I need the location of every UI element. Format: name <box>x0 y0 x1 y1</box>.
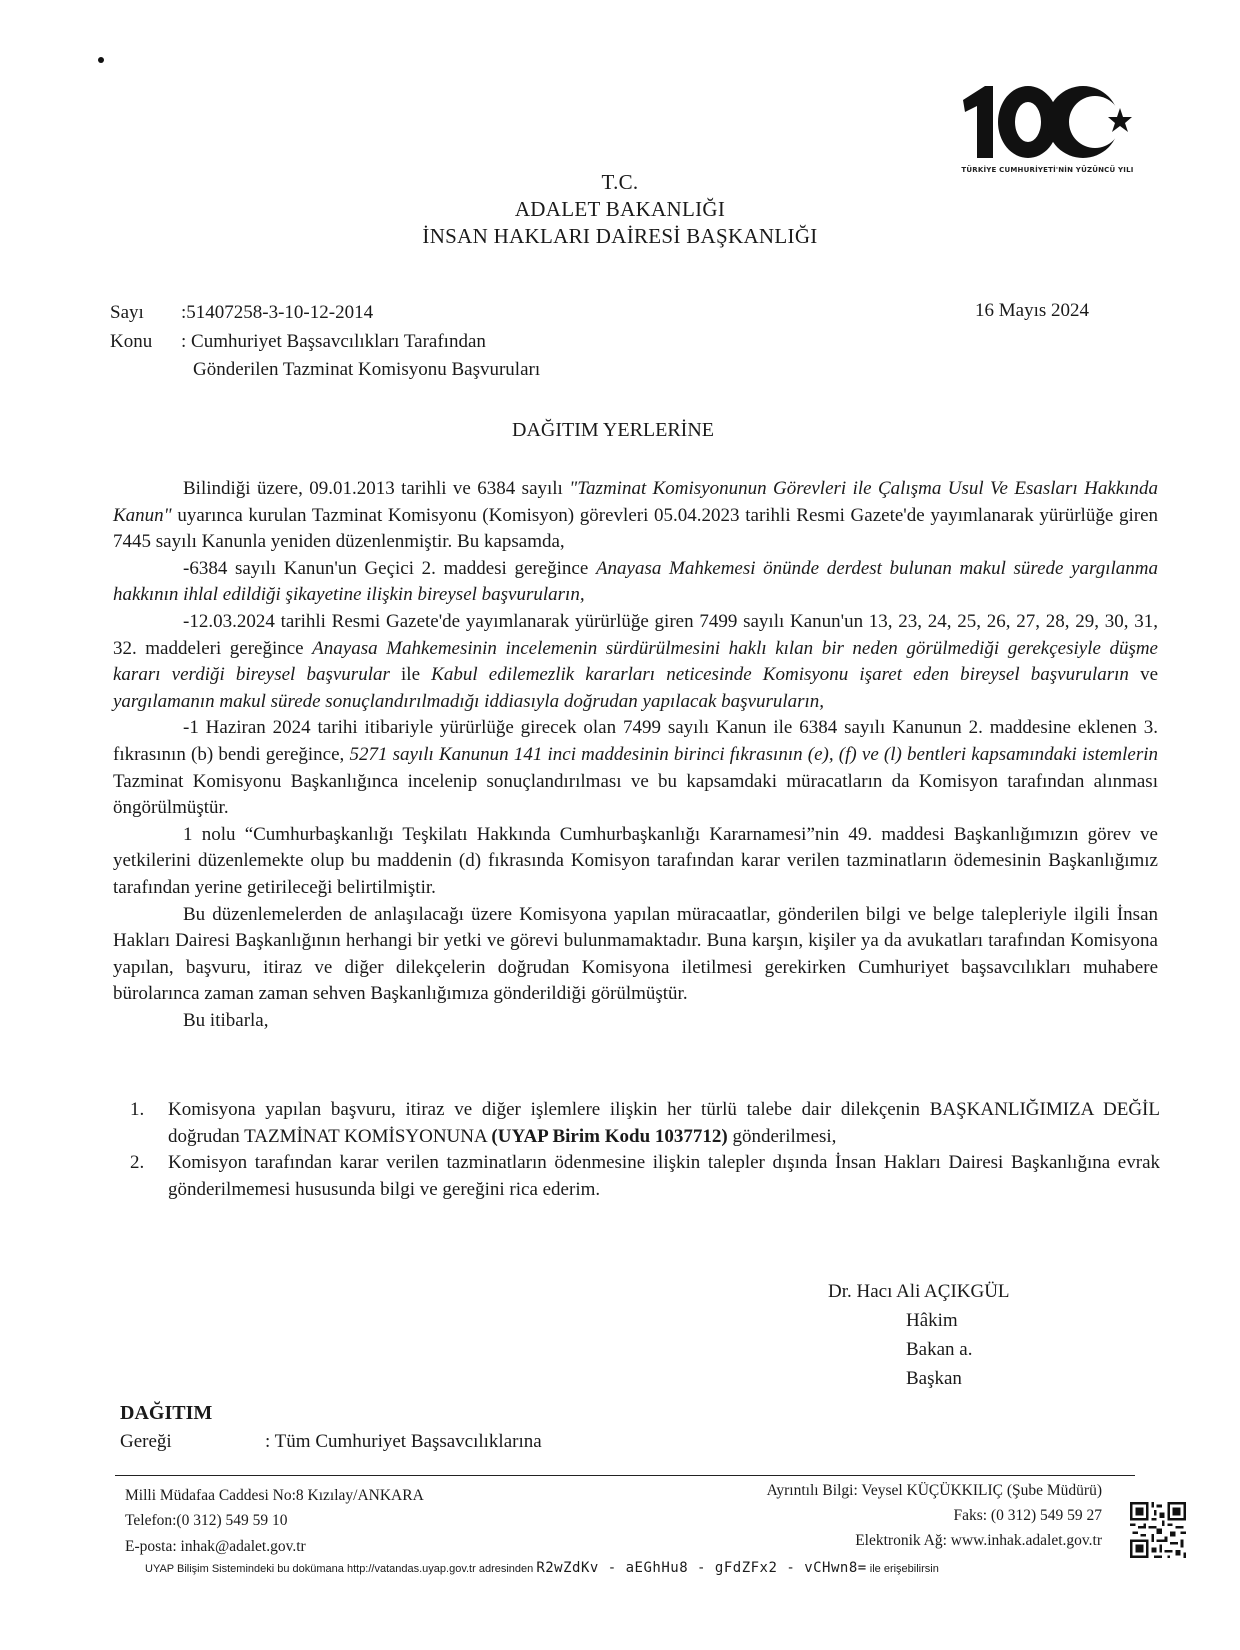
list-item-number: 1. <box>130 1099 145 1120</box>
request-list <box>130 1097 1160 1203</box>
logo-caption: TÜRKİYE CUMHURİYETİ'NİN YÜZÜNCÜ YILI <box>961 166 1134 174</box>
header-department: İNSAN HAKLARI DAİRESİ BAŞKANLIĞI <box>422 224 818 248</box>
addressee: DAĞITIM YERLERİNE <box>512 419 715 441</box>
signatory-title: Hâkim <box>906 1310 958 1331</box>
konu-value-line1: : Cumhuriyet Başsavcılıkları Tarafından <box>181 331 486 352</box>
signatory-name: Dr. Hacı Ali AÇIKGÜL <box>828 1281 1010 1302</box>
paragraph-4: -1 Haziran 2024 tarihi itibariyle yürürlüğe girecek olan 7499 sayılı Kanun ile 6384 sayılı Kanunun 2. maddesine eklenen 3. fıkrasının (b) bendi gereğince, 5271 sayılı Kanunun 141 inci maddesinin birinci fıkrasının (e), (f) ve (l) bentleri kapsamındaki istemlerin Tazminat Komisyonu Başkanlığınca incelenip sonuçlandırılması ve bu kapsamdaki müracatların da Komisyon tarafından alınması öngörülmüştür. <box>113 717 1158 819</box>
footer-address: Milli Müdafaa Caddesi No:8 Kızılay/ANKARA <box>125 1487 424 1504</box>
footer-fax: Faks: (0 312) 549 59 27 <box>953 1507 1102 1524</box>
signature-block <box>828 1277 1010 1393</box>
sayi-label: Sayı <box>110 302 144 323</box>
paragraph-1: Bilindiği üzere, 09.01.2013 tarihli ve 6384 sayılı "Tazminat Komisyonunun Görevleri ile Çalışma Usul Ve Esasları Hakkında Kanun" uyarınca kurulan Tazminat Komisyonu (Komisyon) görevleri 05.04.2023 tarihli Resmi Gazete'de yayımlanarak yürürlüğe giren 7445 sayılı Kanunla yeniden düzenlenmiştir. Bu kapsamda, <box>113 478 1158 553</box>
paragraph-5: 1 nolu “Cumhurbaşkanlığı Teşkilatı Hakkında Cumhurbaşkanlığı Kararnamesi”nin 49. maddesi Başkanlığımızın görev ve yetkilerini düzenlemekte olup bu maddenin (d) fıkrasında Komisyon tarafından karar verilen tazminatların ödemesinin Başkanlığımız tarafından yerine getirileceği belirtilmiştir. <box>113 823 1158 898</box>
distribution-heading: DAĞITIM <box>120 1402 213 1424</box>
paragraph-3: -12.03.2024 tarihli Resmi Gazete'de yayımlanarak yürürlüğe giren 7499 sayılı Kanun'un 13, 23, 24, 25, 26, 27, 28, 29, 30, 31, 32. maddeleri gereğince Anayasa Mahkemesinin incelemenin sürdürülmesini haklı kılan bir neden görülmediği gerekçesiyle düşme kararı verdiği bireysel başvurular ile Kabul edilemezlik kararları neticesinde Komisyonu işaret eden bireysel başvuruların ve yargılamanın makul sürede sonuçlandırılmadığı iddiasıyla doğrudan yapılacak başvuruların, <box>113 610 1158 712</box>
footer-email: E-posta: inhak@adalet.gov.tr <box>125 1538 306 1555</box>
uyap-verification-code: R2wZdKv - aEGhHu8 - gFdZFx2 - vCHwn8= <box>536 1560 867 1576</box>
paragraph-2: -6384 sayılı Kanun'un Geçici 2. maddesi gereğince Anayasa Mahkemesi önünde derdest bulunan makul sürede yargılanma hakkının ihlal edildiği şikayetine ilişkin bireysel başvuruların, <box>113 557 1158 606</box>
paragraph-7: Bu itibarla, <box>183 1009 269 1031</box>
distribution-value: : Tüm Cumhuriyet Başsavcılıklarına <box>265 1431 542 1452</box>
konu-label: Konu <box>110 331 153 352</box>
list-item-number: 2. <box>130 1152 145 1174</box>
list-item: 2. Komisyon tarafından karar verilen tazminatların ödenmesine ilişkin talepler dışında İnsan Hakları Dairesi Başkanlığına evrak gönderilmemesi hususunda bilgi ve gereğini rica ederim. <box>130 1152 1160 1200</box>
signatory-on-behalf: Bakan a. <box>906 1339 973 1360</box>
letter-body <box>113 476 1158 1034</box>
signatory-role: Başkan <box>906 1368 962 1389</box>
footer-phone: Telefon:(0 312) 549 59 10 <box>125 1512 288 1529</box>
distribution-label: Gereği <box>120 1431 172 1452</box>
header-ministry: ADALET BAKANLIĞI <box>514 197 726 221</box>
document-date: 16 Mayıs 2024 <box>975 300 1089 321</box>
paragraph-6: Bu düzenlemelerden de anlaşılacağı üzere Komisyona yapılan müracaatlar, gönderilen bilgi ve belge talepleriyle ilgili İnsan Hakları Dairesi Başkanlığının herhangi bir yetki ve görevi bulunmamaktadır. Buna karşın, kişiler ya da avukatları tarafından Komisyona yapılan, başvuru, itiraz ve diğer dilekçelerin doğrudan Komisyona iletilmesi gerekirken Cumhuriyet başsavcılıkları muhabere bürolarınca zaman zaman sehven Başkanlığımıza gönderildiği görülmüştür. <box>113 903 1158 1005</box>
konu-value-line2: Gönderilen Tazminat Komisyonu Başvuruları <box>193 359 541 380</box>
scan-mark <box>98 57 104 63</box>
footer-divider <box>115 1475 1135 1476</box>
qr-code-icon <box>1130 1502 1186 1558</box>
footer-web: Elektronik Ağ: www.inhak.adalet.gov.tr <box>855 1532 1102 1549</box>
header-tc: T.C. <box>601 170 639 194</box>
uyap-unit-code: (UYAP Birim Kodu 1037712) <box>491 1125 728 1147</box>
list-item: 1. Komisyona yapılan başvuru, itiraz ve diğer işlemlere ilişkin her türlü talebe dair dilekçenin BAŞKANLIĞIMIZA DEĞİL doğrudan TAZMİNAT KOMİSYONUNA (UYAP Birim Kodu 1037712) gönderilmesi, <box>130 1099 1160 1147</box>
footer-info: Ayrıntılı Bilgi: Veysel KÜÇÜKKILIÇ (Şube Müdürü) <box>766 1482 1102 1499</box>
sayi-value: :51407258-3-10-12-2014 <box>181 302 374 323</box>
centennial-emblem-icon <box>955 78 1140 168</box>
uyap-verification-line: UYAP Bilişim Sistemindeki bu dokümana http://vatandas.uyap.gov.tr adresinden R2wZdKv - aEGhHu8 - gFdZFx2 - vCHwn8= ile erişebilirsin <box>145 1560 939 1576</box>
